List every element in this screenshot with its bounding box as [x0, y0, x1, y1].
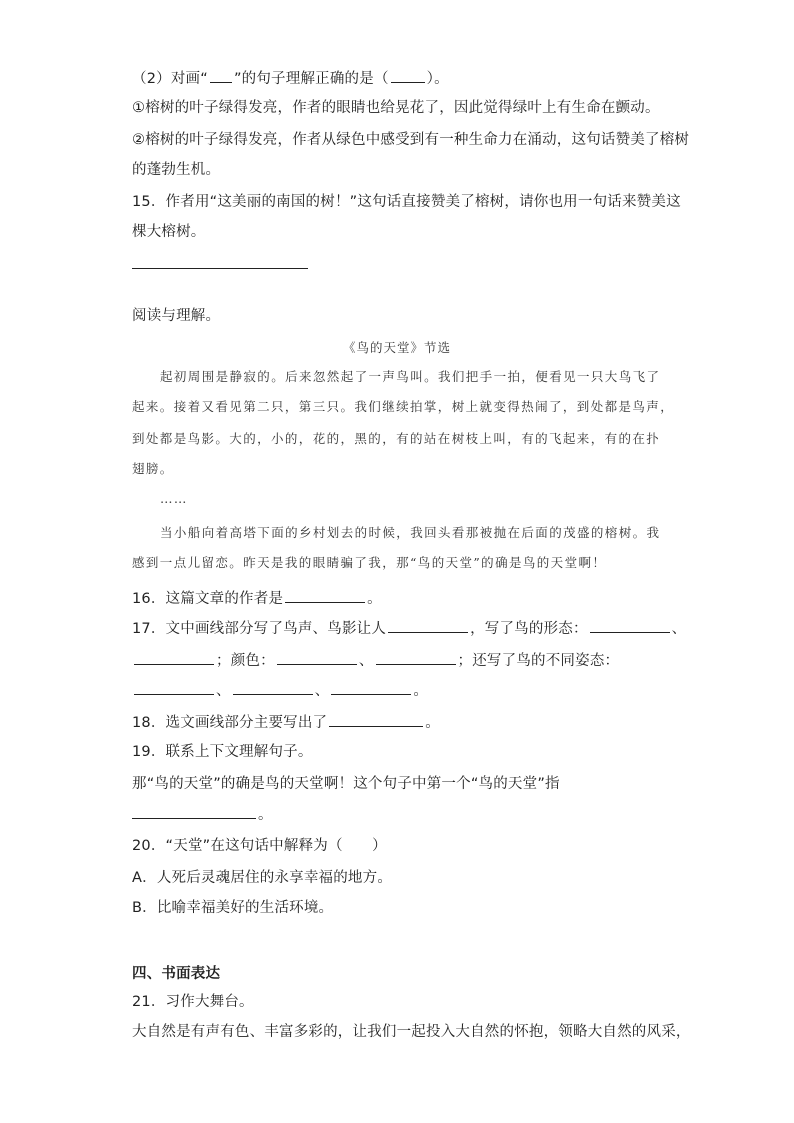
passage-ellipsis: …… [160, 491, 188, 506]
passage-p1-line-4: 翅膀。 [132, 461, 174, 476]
q14-2-stem-pre: （2）对画“ [132, 71, 208, 87]
q15-line-1: 15．作者用“这美丽的南国的树！”这句话直接赞美了榕树，请你也用一句话来赞美这 [132, 194, 681, 210]
passage-title: 《鸟的天堂》节选 [342, 340, 451, 355]
q19-line-2: 那“鸟的天堂”的确是鸟的天堂啊！这个句子中第一个“鸟的天堂”指 [132, 776, 560, 792]
q14-2-option-1: ①榕树的叶子绿得发亮，作者的眼睛也给晃花了，因此觉得绿叶上有生命在颤动。 [132, 100, 660, 116]
q17-color-blank-1[interactable] [277, 650, 357, 665]
section-4-heading: 四、书面表达 [132, 966, 221, 982]
q18-text: 18．选文画线部分主要写出了 [132, 715, 328, 731]
q14-2-stem [132, 68, 449, 89]
q14-2-stem-post: ）。 [426, 71, 449, 87]
q14-2-option-2-line-1: ②榕树的叶子绿得发亮，作者从绿色中感受到有一种生命力在涌动，这句话赞美了榕树 [132, 132, 690, 148]
q17-part-3: ；颜色： [216, 653, 275, 669]
q16-end: 。 [367, 591, 382, 607]
q20-option-b[interactable]: B．比喻幸福美好的生活环境。 [132, 900, 334, 916]
q18-end: 。 [425, 715, 440, 731]
q19-text: 19．联系上下文理解句子。 [132, 744, 313, 760]
q19-end: 。 [258, 807, 273, 823]
q17-sep: 、 [216, 683, 231, 699]
q21-line-2: 大自然是有声有色、丰富多彩的，让我们一起投入大自然的怀抱，领略大自然的风采， [132, 1024, 691, 1040]
q14-2-option-2-line-2: 的蓬勃生机。 [132, 162, 221, 178]
q17-color-blank-2[interactable] [376, 650, 456, 665]
passage-p1-line-2: 起来。接着又看见第二只，第三只。我们继续拍掌，树上就变得热闹了，到处都是鸟声， [132, 399, 675, 414]
q14-2-underline-mark [210, 68, 232, 83]
passage-p1-line-3: 到处都是鸟影。大的，小的，花的，黑的，有的站在树枝上叫，有的飞起来，有的在扑 [132, 431, 661, 446]
q17-shape-blank-1[interactable] [590, 618, 670, 633]
q17-part-2: ，写了鸟的形态： [470, 621, 588, 637]
q17-pose-blank-3[interactable] [331, 680, 411, 695]
passage-p2-line-1: 当小船向着高塔下面的乡村划去的时候，我回头看那被抛在后面的茂盛的榕树。我 [160, 525, 661, 540]
q20-text: 20．“天堂”在这句话中解释为（ ） [132, 838, 387, 854]
q21-text: 21．习作大舞台。 [132, 994, 254, 1010]
q17-part-4: ；还写了鸟的不同姿态： [457, 653, 620, 669]
q17-line-2 [132, 650, 619, 671]
q17-pose-blank-1[interactable] [134, 680, 214, 695]
q15-answer-line[interactable] [132, 268, 308, 269]
q14-2-stem-mid: ”的句子理解正确的是（ [233, 71, 389, 87]
q18-answer-blank[interactable] [329, 712, 423, 727]
q17-sep: 、 [671, 621, 687, 637]
q16 [132, 588, 382, 609]
q18 [132, 712, 440, 733]
q14-2-answer-blank[interactable] [391, 68, 425, 83]
q15-line-2: 棵大榕树。 [132, 224, 206, 240]
q17-line-1 [132, 618, 686, 639]
q19-answer-blank[interactable] [132, 804, 256, 819]
q20-option-a[interactable]: A．人死后灵魂居住的永享幸福的地方。 [132, 870, 393, 886]
passage-p1-line-1: 起初周围是静寂的。后来忽然起了一声鸟叫。我们把手一拍，便看见一只大鸟飞了 [160, 369, 661, 384]
q16-text: 16．这篇文章的作者是 [132, 591, 284, 607]
q17-part-1: 17．文中画线部分写了鸟声、鸟影让人 [132, 621, 387, 637]
q17-sep: 、 [358, 653, 374, 669]
q17-end: 。 [413, 683, 429, 699]
q16-author-blank[interactable] [285, 588, 365, 603]
q17-line-3 [132, 680, 428, 701]
reading-heading: 阅读与理解。 [132, 308, 221, 324]
passage-p2-line-2: 感到一点儿留恋。昨天是我的眼睛骗了我，那“鸟的天堂”的确是鸟的天堂啊！ [132, 555, 607, 570]
q17-pose-blank-2[interactable] [233, 680, 313, 695]
q17-shape-blank-2[interactable] [134, 650, 214, 665]
q17-sep: 、 [314, 683, 330, 699]
q17-feeling-blank[interactable] [388, 618, 468, 633]
q19-line-3 [132, 804, 273, 825]
